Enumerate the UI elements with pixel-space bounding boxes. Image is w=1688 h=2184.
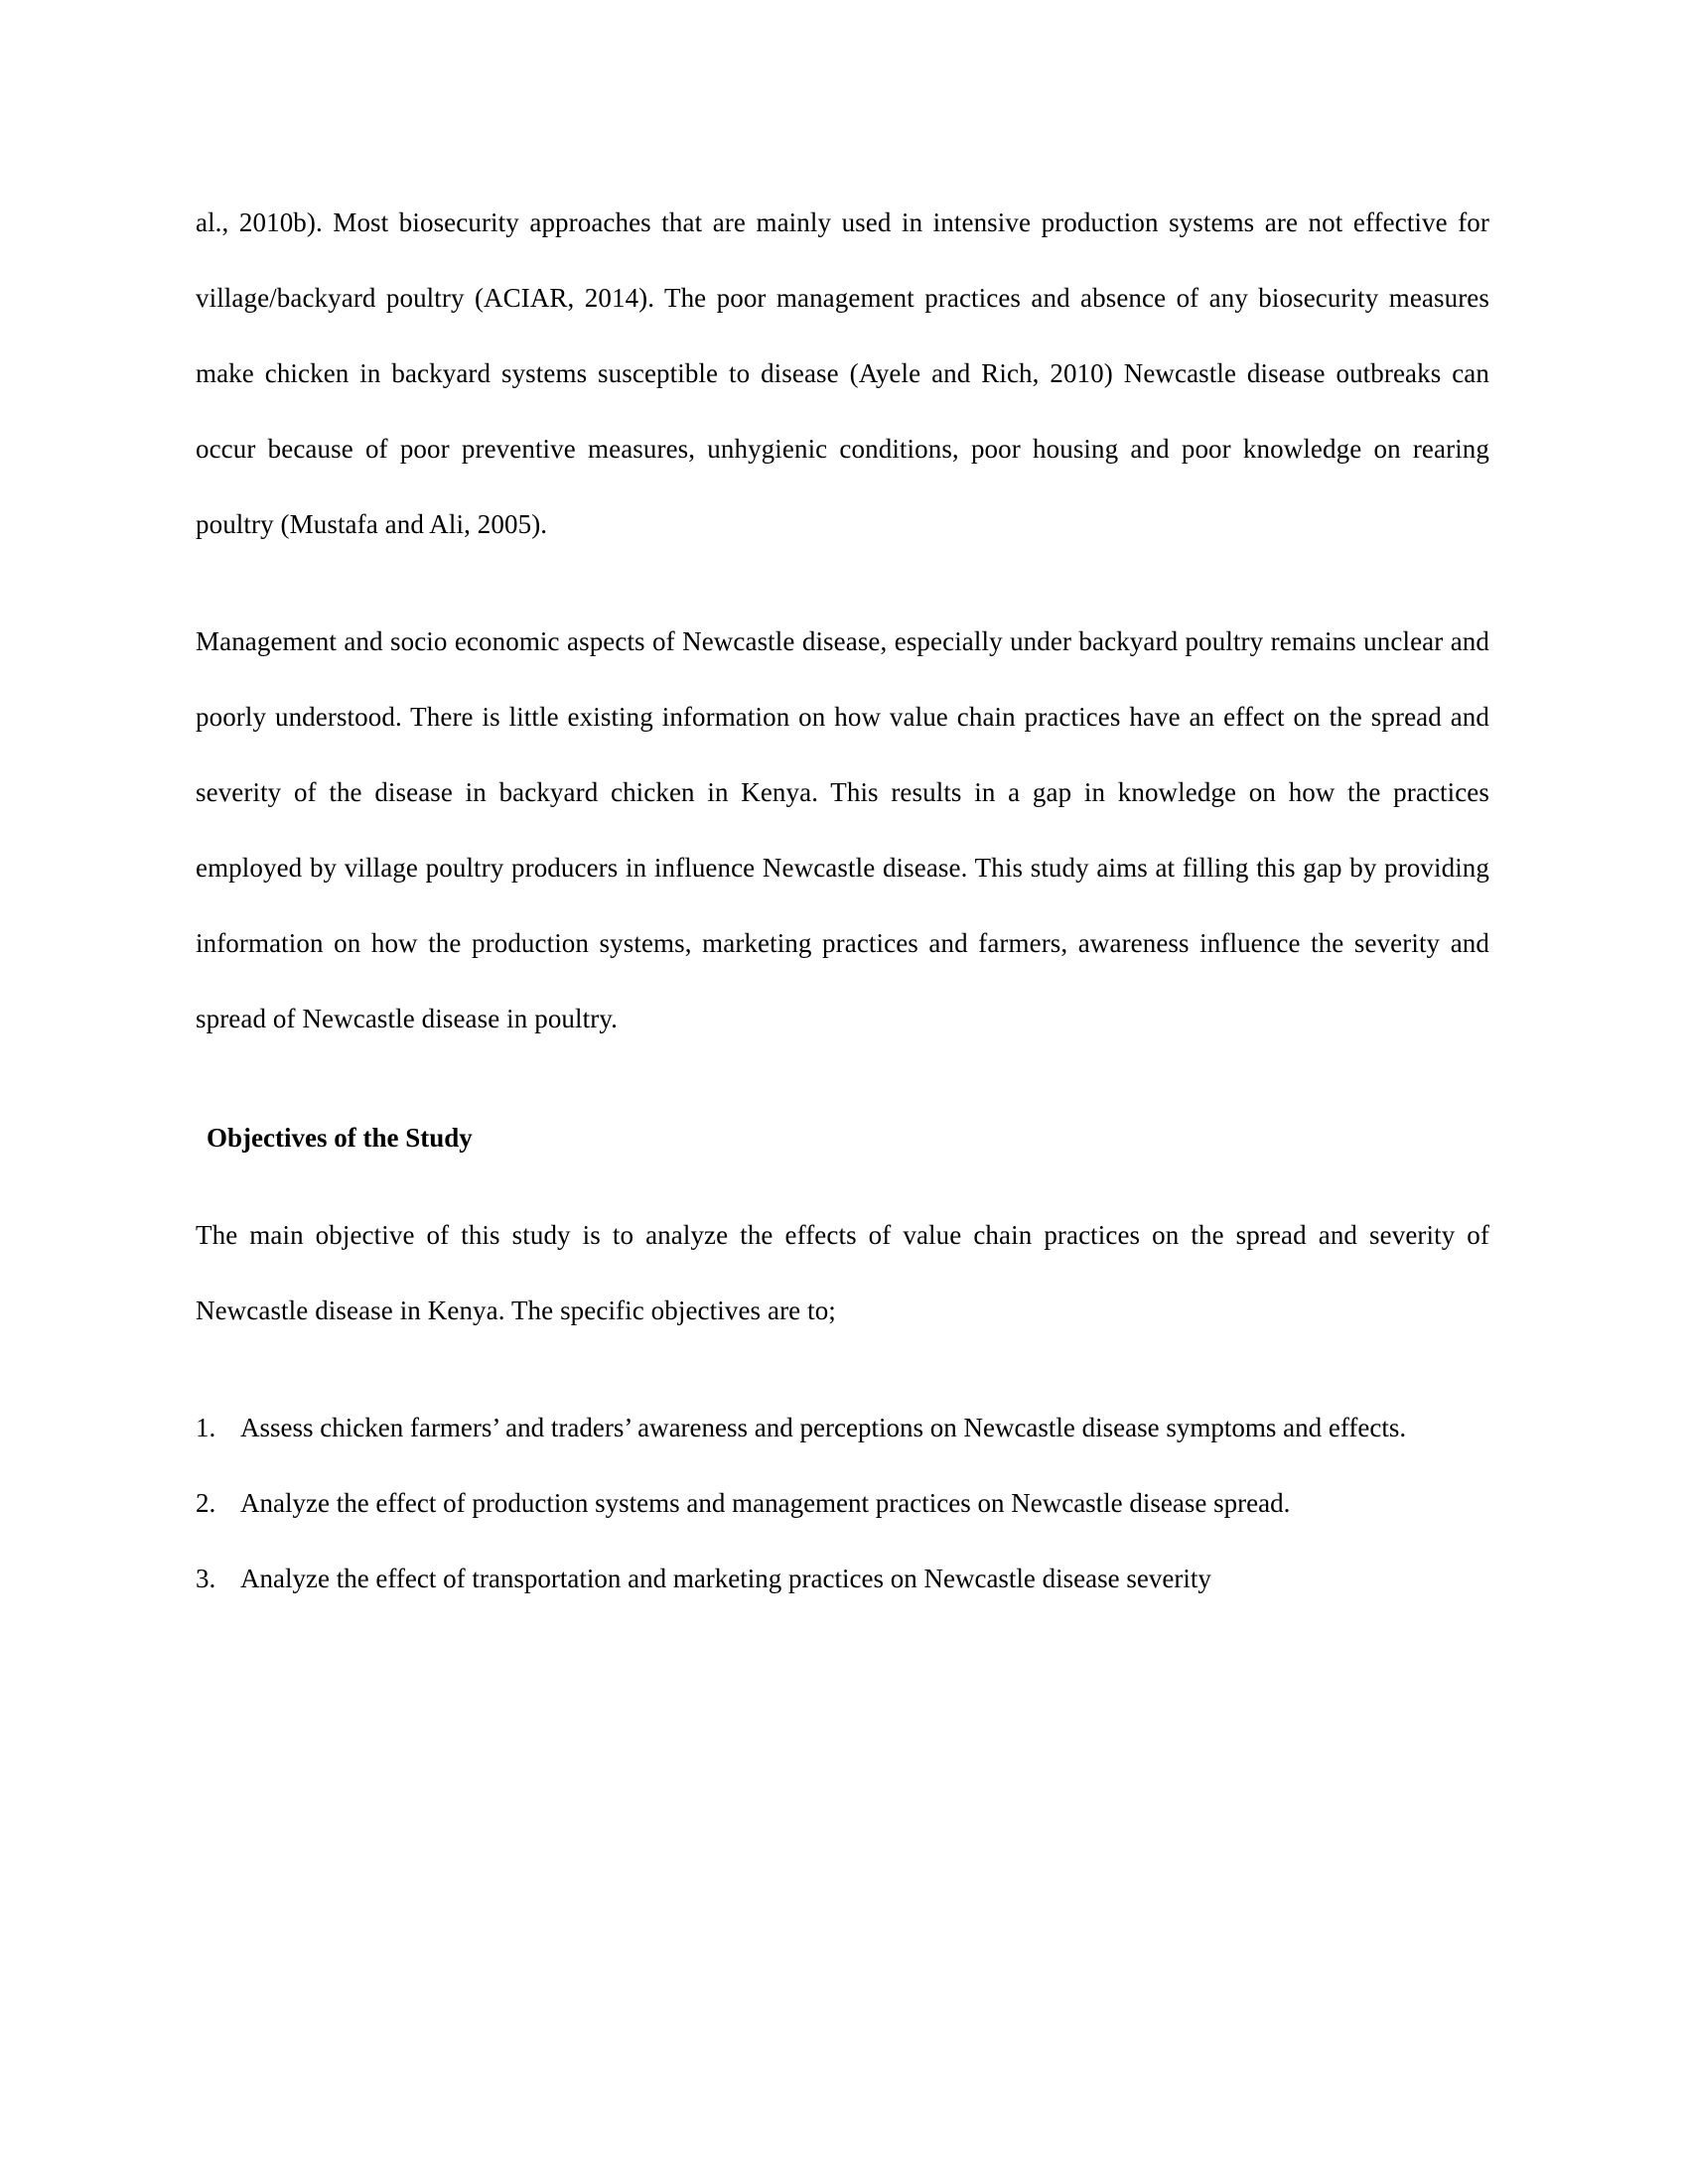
page-content <box>196 185 1489 1616</box>
objective-list-item-2 <box>196 1465 1489 1541</box>
objective-list-item-1 <box>196 1390 1489 1465</box>
list-marker-1: 1. <box>196 1413 216 1442</box>
objective-list-item-3 <box>196 1541 1489 1616</box>
paragraph-biosecurity: al., 2010b). Most biosecurity approaches that are mainly used in intensive production systems are not effective for village/backyard poultry (ACIAR, 2014). The poor management practices and absence of any biosecurity measures make chicken in backyard systems susceptible to disease (Ayele and Rich, 2010) Newcastle disease outbreaks can occur because of poor preventive measures, unhygienic conditions, poor housing and poor knowledge on rearing poultry (Mustafa and Ali, 2005). <box>196 207 1489 539</box>
list-marker-2: 2. <box>196 1488 216 1518</box>
objective-text-3: Analyze the effect of transportation and marketing practices on Newcastle disease severity <box>240 1564 1211 1593</box>
objective-text-2: Analyze the effect of production systems and management practices on Newcastle disease spread. <box>240 1488 1291 1518</box>
objectives-list <box>196 1390 1489 1616</box>
paragraph-main-objective: The main objective of this study is to analyze the effects of value chain practices on the spread and severity of Newcastle disease in Kenya. The specific objectives are to; <box>196 1220 1489 1325</box>
heading-objectives-of-the-study: Objectives of the Study <box>207 1123 473 1153</box>
paragraph-knowledge-gap: Management and socio economic aspects of Newcastle disease, especially under backyard poultry remains unclear and poorly understood. There is little existing information on how value chain practices have an effect on the spread and severity of the disease in backyard chicken in Kenya. This results in a gap in knowledge on how the practices employed by village poultry producers in influence Newcastle disease. This study aims at filling this gap by providing information on how the production systems, marketing practices and farmers, awareness influence the severity and spread of Newcastle disease in poultry. <box>196 626 1489 1033</box>
list-marker-3: 3. <box>196 1564 216 1593</box>
objective-text-1: Assess chicken farmers’ and traders’ awareness and perceptions on Newcastle disease symptoms and effects. <box>240 1413 1407 1442</box>
